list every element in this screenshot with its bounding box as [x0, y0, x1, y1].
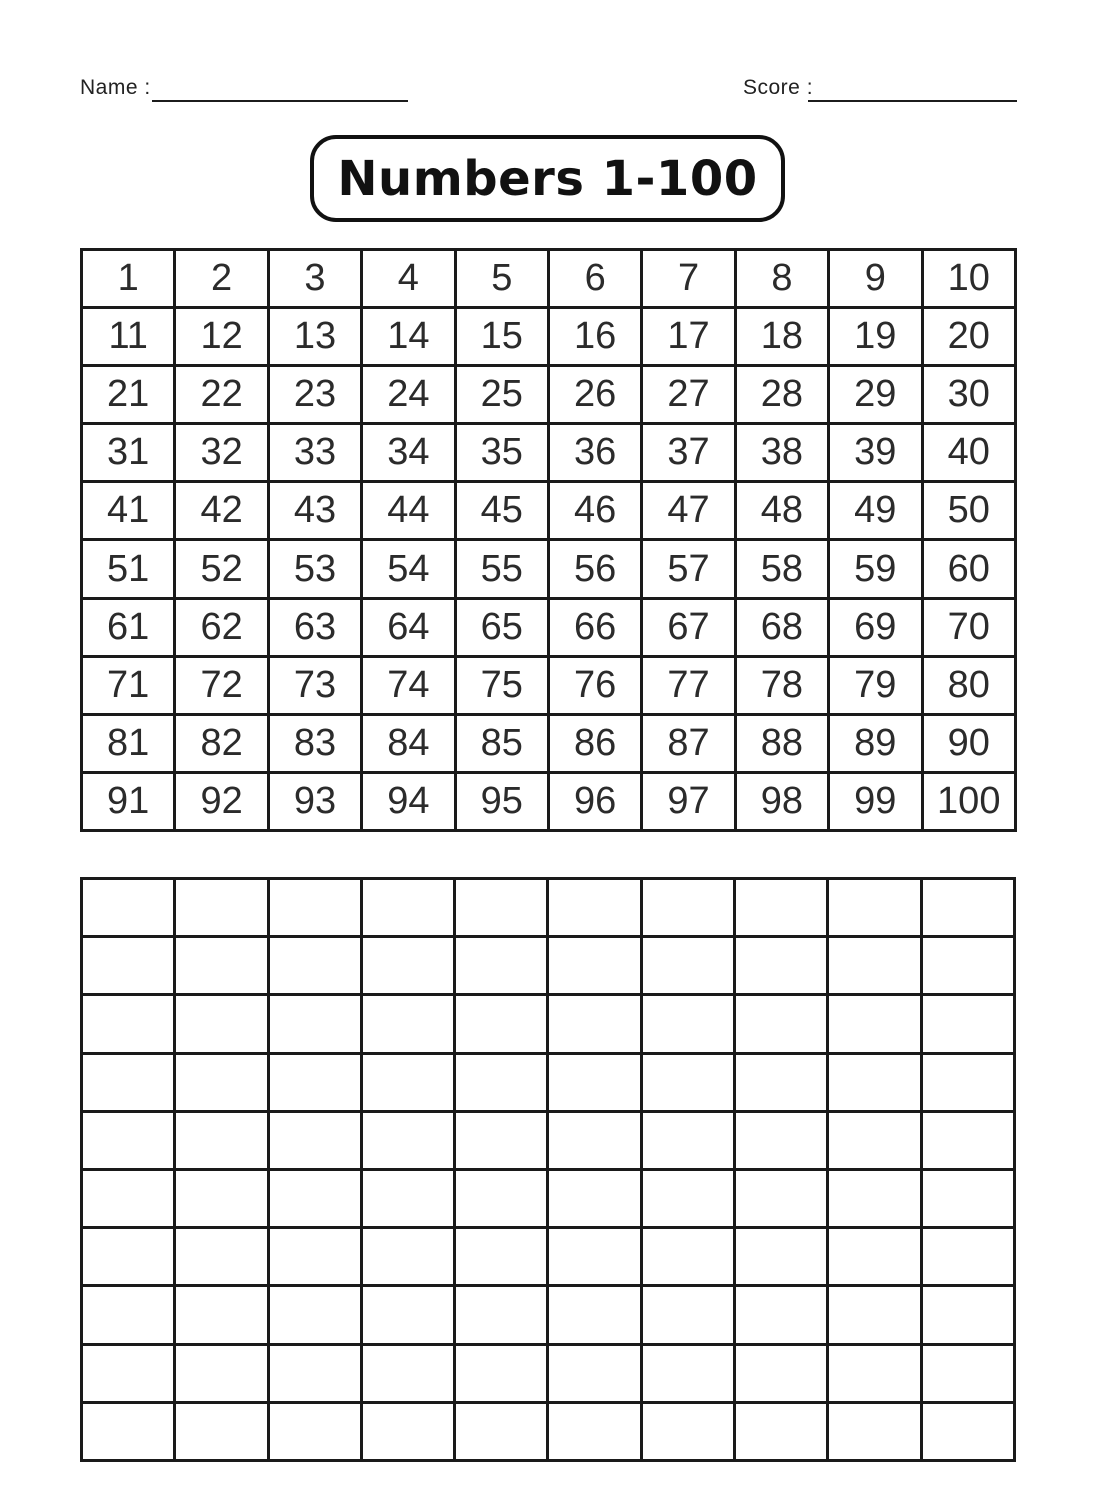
practice-cell — [828, 879, 921, 937]
name-blank-line — [152, 100, 408, 102]
practice-cell — [548, 1111, 641, 1169]
practice-grid-body — [82, 879, 1015, 1461]
number-cell: 41 — [82, 482, 175, 540]
practice-cell — [175, 879, 268, 937]
number-row — [82, 308, 1016, 366]
practice-row — [82, 1053, 1015, 1111]
number-cell: 60 — [922, 540, 1015, 598]
number-cell: 100 — [922, 772, 1015, 830]
number-cell: 97 — [642, 772, 735, 830]
practice-cell — [82, 1111, 175, 1169]
practice-cell — [82, 879, 175, 937]
practice-cell — [828, 995, 921, 1053]
number-cell: 59 — [829, 540, 922, 598]
number-cell: 4 — [362, 250, 455, 308]
practice-cell — [921, 1344, 1014, 1402]
practice-cell — [921, 1169, 1014, 1227]
number-cell: 49 — [829, 482, 922, 540]
practice-cell — [735, 879, 828, 937]
number-cell: 34 — [362, 424, 455, 482]
number-cell: 46 — [548, 482, 641, 540]
number-cell: 13 — [268, 308, 361, 366]
practice-cell — [641, 1286, 734, 1344]
number-row — [82, 366, 1016, 424]
practice-cell — [455, 937, 548, 995]
practice-cell — [735, 1402, 828, 1460]
practice-cell — [548, 1169, 641, 1227]
practice-cell — [175, 1402, 268, 1460]
practice-cell — [361, 879, 454, 937]
number-row — [82, 424, 1016, 482]
practice-cell — [82, 1344, 175, 1402]
practice-cell — [828, 1228, 921, 1286]
number-row — [82, 714, 1016, 772]
practice-cell — [82, 1286, 175, 1344]
practice-row — [82, 1344, 1015, 1402]
number-cell: 14 — [362, 308, 455, 366]
practice-cell — [455, 995, 548, 1053]
score-blank-line — [808, 100, 1017, 102]
number-cell: 65 — [455, 598, 548, 656]
number-cell: 22 — [175, 366, 268, 424]
practice-cell — [735, 1228, 828, 1286]
practice-cell — [361, 1402, 454, 1460]
number-cell: 61 — [82, 598, 175, 656]
practice-cell — [735, 937, 828, 995]
practice-cell — [641, 1402, 734, 1460]
number-cell: 27 — [642, 366, 735, 424]
number-cell: 85 — [455, 714, 548, 772]
practice-cell — [641, 1053, 734, 1111]
practice-cell — [828, 1402, 921, 1460]
number-cell: 63 — [268, 598, 361, 656]
practice-cell — [268, 1111, 361, 1169]
number-cell: 31 — [82, 424, 175, 482]
number-cell: 94 — [362, 772, 455, 830]
number-cell: 76 — [548, 656, 641, 714]
number-cell: 81 — [82, 714, 175, 772]
practice-cell — [175, 995, 268, 1053]
number-cell: 9 — [829, 250, 922, 308]
number-row — [82, 540, 1016, 598]
number-cell: 71 — [82, 656, 175, 714]
number-cell: 39 — [829, 424, 922, 482]
practice-cell — [361, 1228, 454, 1286]
number-cell: 5 — [455, 250, 548, 308]
number-cell: 79 — [829, 656, 922, 714]
numbers-grid-body — [82, 250, 1016, 831]
practice-cell — [175, 937, 268, 995]
number-cell: 45 — [455, 482, 548, 540]
practice-cell — [641, 1228, 734, 1286]
practice-cell — [82, 1169, 175, 1227]
number-cell: 16 — [548, 308, 641, 366]
practice-cell — [735, 1169, 828, 1227]
number-row — [82, 656, 1016, 714]
practice-cell — [641, 937, 734, 995]
practice-cell — [455, 1228, 548, 1286]
number-cell: 87 — [642, 714, 735, 772]
practice-cell — [82, 1228, 175, 1286]
number-cell: 8 — [735, 250, 828, 308]
number-cell: 56 — [548, 540, 641, 598]
number-cell: 20 — [922, 308, 1015, 366]
practice-cell — [175, 1286, 268, 1344]
practice-cell — [82, 1053, 175, 1111]
score-label: Score : — [743, 76, 814, 99]
practice-cell — [548, 937, 641, 995]
number-cell: 91 — [82, 772, 175, 830]
practice-cell — [268, 1169, 361, 1227]
number-cell: 37 — [642, 424, 735, 482]
practice-cell — [548, 879, 641, 937]
number-row — [82, 772, 1016, 830]
practice-cell — [921, 1111, 1014, 1169]
number-cell: 96 — [548, 772, 641, 830]
number-cell: 70 — [922, 598, 1015, 656]
practice-cell — [921, 1286, 1014, 1344]
number-cell: 32 — [175, 424, 268, 482]
number-cell: 42 — [175, 482, 268, 540]
number-cell: 78 — [735, 656, 828, 714]
practice-cell — [455, 1344, 548, 1402]
practice-cell — [641, 1111, 734, 1169]
number-row — [82, 482, 1016, 540]
number-cell: 93 — [268, 772, 361, 830]
practice-cell — [921, 1053, 1014, 1111]
number-cell: 36 — [548, 424, 641, 482]
practice-cell — [455, 1286, 548, 1344]
number-row — [82, 250, 1016, 308]
practice-cell — [921, 995, 1014, 1053]
practice-cell — [921, 1228, 1014, 1286]
number-cell: 44 — [362, 482, 455, 540]
numbers-grid — [80, 248, 1017, 832]
practice-row — [82, 879, 1015, 937]
number-cell: 10 — [922, 250, 1015, 308]
number-cell: 2 — [175, 250, 268, 308]
number-cell: 80 — [922, 656, 1015, 714]
practice-grid — [80, 877, 1016, 1462]
number-cell: 62 — [175, 598, 268, 656]
number-cell: 48 — [735, 482, 828, 540]
practice-cell — [175, 1169, 268, 1227]
practice-row — [82, 1111, 1015, 1169]
number-cell: 83 — [268, 714, 361, 772]
practice-cell — [455, 879, 548, 937]
number-cell: 69 — [829, 598, 922, 656]
number-cell: 1 — [82, 250, 175, 308]
number-cell: 15 — [455, 308, 548, 366]
practice-cell — [641, 879, 734, 937]
number-cell: 19 — [829, 308, 922, 366]
number-cell: 95 — [455, 772, 548, 830]
number-cell: 68 — [735, 598, 828, 656]
practice-row — [82, 1228, 1015, 1286]
practice-cell — [548, 995, 641, 1053]
practice-cell — [455, 1169, 548, 1227]
practice-cell — [828, 1344, 921, 1402]
number-cell: 82 — [175, 714, 268, 772]
practice-row — [82, 1402, 1015, 1460]
practice-cell — [641, 995, 734, 1053]
practice-cell — [268, 1286, 361, 1344]
practice-cell — [735, 1286, 828, 1344]
practice-cell — [828, 937, 921, 995]
practice-cell — [82, 995, 175, 1053]
practice-cell — [268, 1053, 361, 1111]
practice-cell — [361, 1286, 454, 1344]
number-cell: 52 — [175, 540, 268, 598]
number-cell: 57 — [642, 540, 735, 598]
number-cell: 90 — [922, 714, 1015, 772]
number-cell: 99 — [829, 772, 922, 830]
practice-cell — [921, 879, 1014, 937]
number-cell: 3 — [268, 250, 361, 308]
number-cell: 74 — [362, 656, 455, 714]
practice-cell — [268, 1402, 361, 1460]
number-cell: 84 — [362, 714, 455, 772]
number-cell: 26 — [548, 366, 641, 424]
practice-cell — [268, 1228, 361, 1286]
practice-cell — [361, 1344, 454, 1402]
practice-row — [82, 1169, 1015, 1227]
practice-cell — [828, 1169, 921, 1227]
number-cell: 55 — [455, 540, 548, 598]
number-cell: 54 — [362, 540, 455, 598]
practice-cell — [735, 1344, 828, 1402]
number-cell: 98 — [735, 772, 828, 830]
number-cell: 35 — [455, 424, 548, 482]
practice-cell — [175, 1228, 268, 1286]
practice-cell — [735, 1053, 828, 1111]
number-cell: 53 — [268, 540, 361, 598]
practice-cell — [641, 1169, 734, 1227]
number-cell: 30 — [922, 366, 1015, 424]
number-cell: 33 — [268, 424, 361, 482]
number-cell: 67 — [642, 598, 735, 656]
number-cell: 18 — [735, 308, 828, 366]
title-box — [310, 135, 785, 222]
number-cell: 38 — [735, 424, 828, 482]
number-cell: 6 — [548, 250, 641, 308]
practice-cell — [82, 1402, 175, 1460]
practice-cell — [455, 1402, 548, 1460]
practice-cell — [82, 937, 175, 995]
number-cell: 12 — [175, 308, 268, 366]
practice-cell — [828, 1053, 921, 1111]
practice-cell — [548, 1228, 641, 1286]
number-cell: 92 — [175, 772, 268, 830]
number-cell: 47 — [642, 482, 735, 540]
practice-row — [82, 995, 1015, 1053]
number-cell: 64 — [362, 598, 455, 656]
practice-cell — [175, 1053, 268, 1111]
practice-cell — [361, 995, 454, 1053]
practice-cell — [548, 1053, 641, 1111]
number-cell: 89 — [829, 714, 922, 772]
number-cell: 66 — [548, 598, 641, 656]
practice-cell — [175, 1344, 268, 1402]
practice-cell — [268, 1344, 361, 1402]
number-cell: 21 — [82, 366, 175, 424]
number-cell: 58 — [735, 540, 828, 598]
number-cell: 73 — [268, 656, 361, 714]
number-cell: 25 — [455, 366, 548, 424]
number-cell: 24 — [362, 366, 455, 424]
number-cell: 51 — [82, 540, 175, 598]
practice-cell — [361, 937, 454, 995]
practice-cell — [735, 1111, 828, 1169]
practice-cell — [455, 1053, 548, 1111]
number-cell: 77 — [642, 656, 735, 714]
practice-cell — [175, 1111, 268, 1169]
practice-cell — [828, 1111, 921, 1169]
practice-cell — [268, 937, 361, 995]
number-cell: 72 — [175, 656, 268, 714]
practice-cell — [361, 1053, 454, 1111]
number-cell: 29 — [829, 366, 922, 424]
practice-cell — [268, 879, 361, 937]
practice-cell — [548, 1402, 641, 1460]
number-cell: 7 — [642, 250, 735, 308]
number-cell: 28 — [735, 366, 828, 424]
practice-cell — [735, 995, 828, 1053]
number-row — [82, 598, 1016, 656]
practice-cell — [548, 1286, 641, 1344]
practice-row — [82, 937, 1015, 995]
practice-row — [82, 1286, 1015, 1344]
practice-cell — [268, 995, 361, 1053]
page-title: Numbers 1-100 — [337, 150, 758, 207]
number-cell: 40 — [922, 424, 1015, 482]
number-cell: 43 — [268, 482, 361, 540]
number-cell: 86 — [548, 714, 641, 772]
name-label: Name : — [80, 76, 151, 99]
number-cell: 23 — [268, 366, 361, 424]
number-cell: 75 — [455, 656, 548, 714]
number-cell: 17 — [642, 308, 735, 366]
practice-cell — [361, 1169, 454, 1227]
practice-cell — [361, 1111, 454, 1169]
number-cell: 11 — [82, 308, 175, 366]
practice-cell — [455, 1111, 548, 1169]
practice-cell — [921, 1402, 1014, 1460]
number-cell: 50 — [922, 482, 1015, 540]
number-cell: 88 — [735, 714, 828, 772]
practice-cell — [921, 937, 1014, 995]
practice-cell — [828, 1286, 921, 1344]
practice-cell — [641, 1344, 734, 1402]
practice-cell — [548, 1344, 641, 1402]
